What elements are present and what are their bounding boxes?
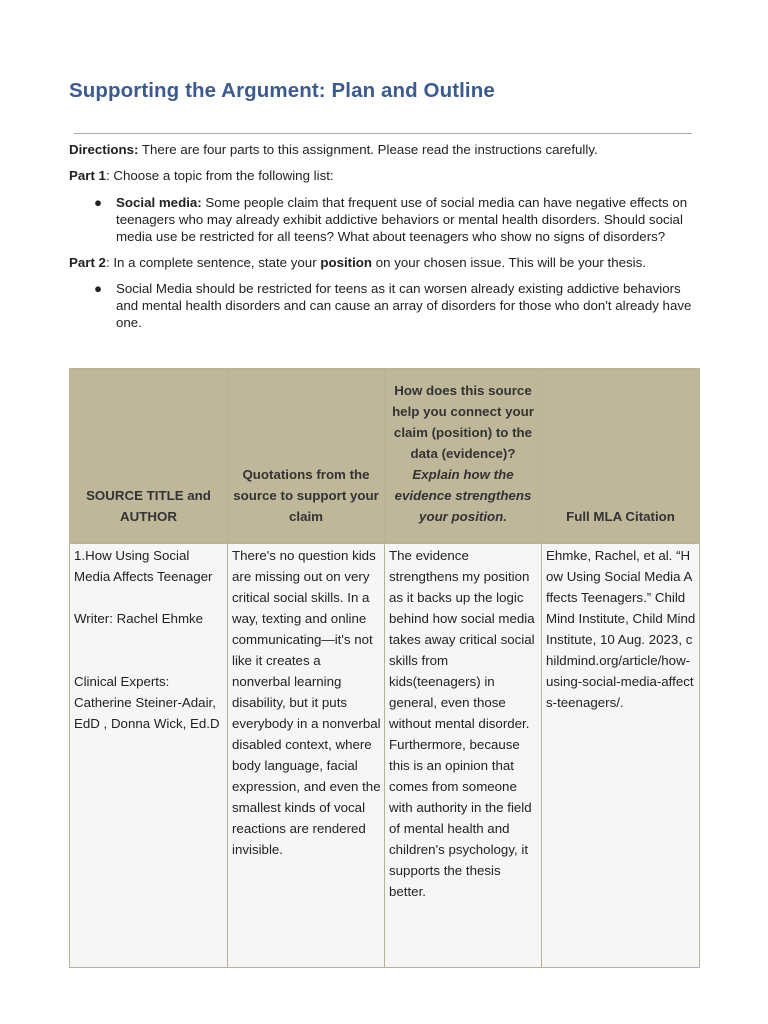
directions-text: There are four parts to this assignment. Please read the instructions carefully. (138, 142, 598, 157)
header-citation: Full MLA Citation (542, 369, 700, 544)
page-title: Supporting the Argument: Plan and Outline (69, 79, 495, 102)
part2-text-after: on your chosen issue. This will be your thesis. (372, 255, 646, 270)
cell-explanation: The evidence strengthens my position as it backs up the logic behind how social media takes away critical social skills from kids(teenagers) in general, even those without mental disorder. Furthermore, because this is an opinion that comes from someone with authority in the field of mental health and children's psychology, it supports the thesis better. (385, 544, 542, 968)
source-experts: Clinical Experts: Catherine Steiner-Adair, EdD , Donna Wick, Ed.D (74, 674, 220, 731)
sources-table (69, 368, 700, 968)
table-row (70, 544, 700, 968)
source-writer: Writer: Rachel Ehmke (74, 611, 204, 626)
bullet-dot-icon: ● (93, 195, 103, 210)
header-source-title: SOURCE TITLE and AUTHOR (70, 369, 228, 544)
part2-paragraph (69, 254, 709, 271)
thesis-item (93, 280, 703, 332)
part2-text: : In a complete sentence, state your (105, 255, 321, 270)
directions-paragraph (69, 141, 709, 158)
horizontal-divider (74, 133, 692, 134)
part1-label: Part 1 (69, 168, 106, 183)
topic-label: Social media: (116, 195, 202, 210)
table-header-row (70, 369, 700, 544)
cell-citation: Ehmke, Rachel, et al. “How Using Social Media Affects Teenagers.” Child Mind Institute, Child Mind Institute, 10 Aug. 2023, childmind.org/article/how-using-social-media-affects-teenagers/. (542, 544, 700, 968)
bullet-dot-icon: ● (93, 281, 103, 296)
part1-topic-item (93, 194, 703, 246)
part1-text: : Choose a topic from the following list: (105, 168, 334, 183)
cell-quotation: There's no question kids are missing out on very critical social skills. In a way, texting and online communicating—it's not like it creates a nonverbal learning disability, but it puts everybody in a nonverbal disabled context, where body language, facial expression, and even the smallest kinds of vocal reactions are rendered invisible. (228, 544, 385, 968)
part2-emphasis: position (320, 255, 373, 270)
cell-source (70, 544, 228, 968)
part2-label: Part 2 (69, 255, 106, 270)
directions-label: Directions: (69, 142, 139, 157)
source-title: 1.How Using Social Media Affects Teenager (74, 548, 213, 584)
header-quotations: Quotations from the source to support your claim (228, 369, 385, 544)
topic-text: Some people claim that frequent use of social media can have negative effects on teenagers who may already exhibit addictive behaviors or mental health disorders. Should social media use be restricted for all teens? What about teenagers who show no signs of disorders? (116, 195, 688, 244)
header-connection (385, 369, 542, 544)
thesis-text: Social Media should be restricted for teens as it can worsen already existing addictive behaviors and mental health disorders and can cause an array of disorders for those who don't already have one. (116, 281, 692, 330)
header-connection-main: How does this source help you connect your claim (position) to the data (evidence)? (392, 383, 534, 461)
header-connection-italic: Explain how the evidence strengthens your position. (394, 467, 532, 524)
part1-paragraph (69, 167, 709, 184)
